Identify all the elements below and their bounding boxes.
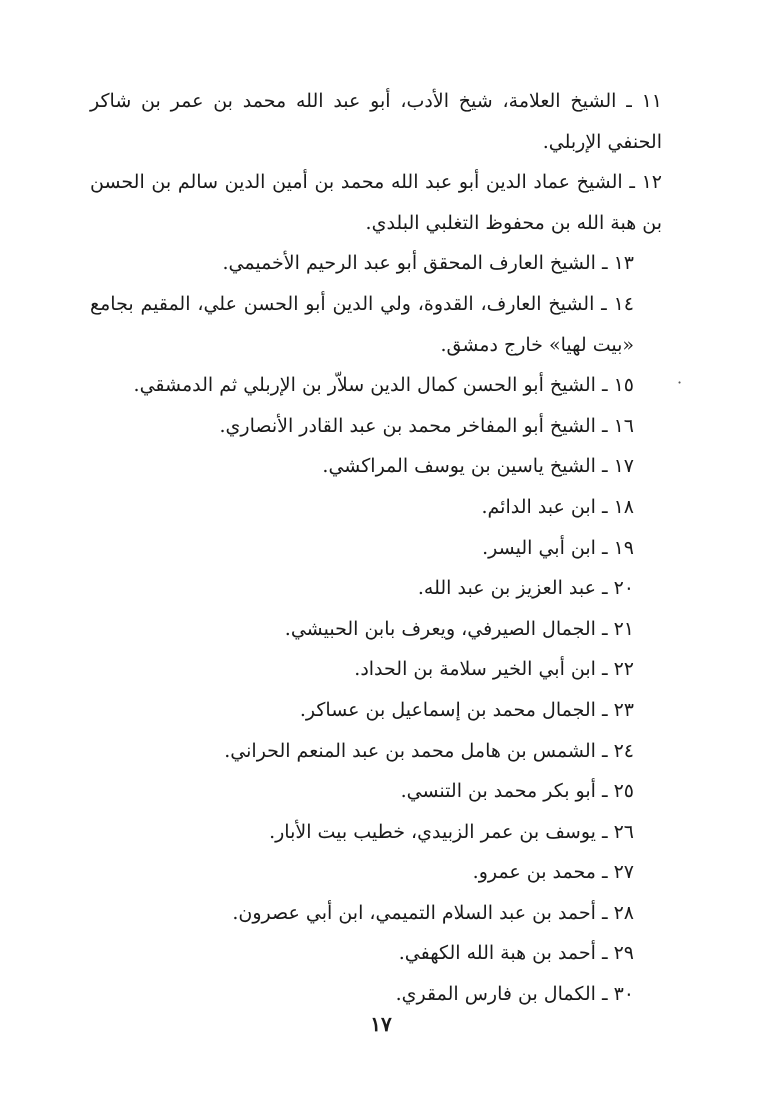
list-item: ٢٨ ـ أحمد بن عبد السلام التميمي، ابن أبي عصرون.: [232, 901, 634, 924]
page-number: ١٧: [370, 1012, 392, 1036]
list-item: ٢٩ ـ أحمد بن هبة الله الكهفي.: [398, 942, 634, 965]
list-item: ٢٥ ـ أبو بكر محمد بن التنسي.: [400, 780, 634, 803]
list-item: ١٥ ـ الشيخ أبو الحسن كمال الدين سلاّر بن الإربلي ثم الدمشقي.: [133, 374, 634, 397]
list-item: ١٨ ـ ابن عبد الدائم.: [481, 495, 634, 518]
list-item: ٢٤ ـ الشمس بن هامل محمد بن عبد المنعم الحراني.: [224, 739, 634, 762]
list-item: ١١ ـ الشيخ العلامة، شيخ الأدب، أبو عبد الله محمد بن عمر بن شاكر الحنفي الإربلي.: [90, 90, 662, 153]
list-item: ٢١ ـ الجمال الصيرفي، ويعرف بابن الحبيشي.: [284, 617, 634, 640]
list-item: ١٤ ـ الشيخ العارف، القدوة، ولي الدين أبو الحسن علي، المقيم بجامع «بيت لهيا» خارج دمشق.: [90, 292, 634, 356]
shaykh-list: [90, 81, 662, 1015]
list-item: ١٦ ـ الشيخ أبو المفاخر محمد بن عبد القادر الأنصاري.: [219, 414, 634, 437]
list-item: ١٢ ـ الشيخ عماد الدين أبو عبد الله محمد بن أمين الدين سالم بن الحسن بن هبة الله بن محفوظ التغلبي البلدي.: [90, 171, 662, 234]
list-item: ٢٢ ـ ابن أبي الخير سلامة بن الحداد.: [354, 658, 634, 681]
list-item: ٢٠ ـ عبد العزيز بن عبد الله.: [417, 577, 634, 600]
list-item: ٢٦ ـ يوسف بن عمر الزبيدي، خطيب بيت الأبار.: [269, 820, 634, 843]
list-item: ٢٧ ـ محمد بن عمرو.: [472, 861, 634, 884]
margin-dot: ·: [677, 373, 683, 392]
list-item: ٣٠ ـ الكمال بن فارس المقري.: [395, 983, 634, 1006]
list-item: ٢٣ ـ الجمال محمد بن إسماعيل بن عساكر.: [299, 698, 634, 721]
list-item: ١٩ ـ ابن أبي اليسر.: [482, 536, 634, 559]
list-item: ١٧ ـ الشيخ ياسين بن يوسف المراكشي.: [322, 455, 634, 478]
list-item: ١٣ ـ الشيخ العارف المحقق أبو عبد الرحيم الأخميمي.: [222, 252, 634, 275]
